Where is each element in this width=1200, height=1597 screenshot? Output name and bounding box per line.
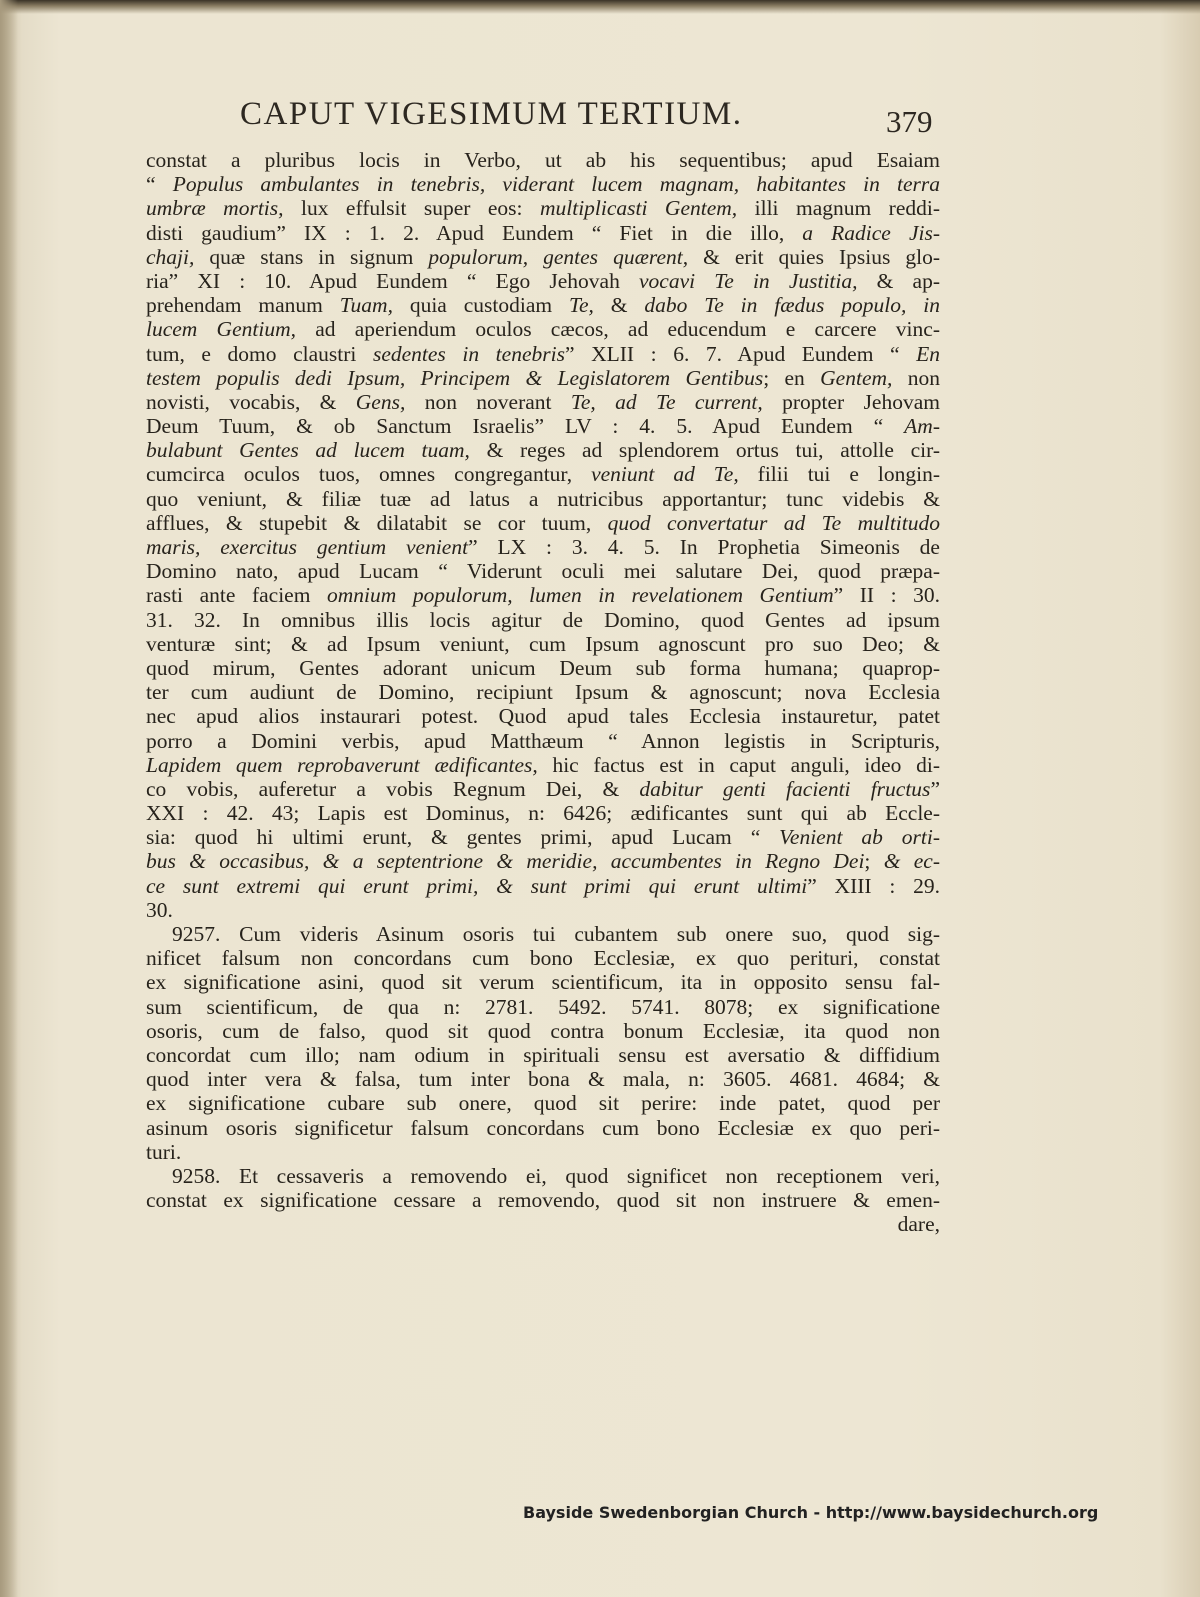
text-segment: quæ stans in signum (194, 244, 429, 269)
italic-text: Te, ad Te current, (570, 389, 763, 414)
footer-credit: Bayside Swedenborgian Church - http://www.baysidechurch.org (523, 1503, 1099, 1522)
text-line (146, 753, 940, 777)
text-segment: ria” XI : 10. Apud Eundem “ Ego Jehovah (146, 268, 640, 293)
text-line (146, 801, 940, 825)
text-segment: novisti, vocabis, & (146, 389, 356, 414)
italic-text: & ec- (883, 849, 940, 874)
text-segment: co vobis, auferetur a vobis Regnum Dei, & (146, 776, 640, 801)
text-segment: cumcirca oculos tuos, omnes congregantur, (146, 462, 592, 487)
text-segment: & (593, 293, 645, 318)
text-segment: ex significatione asini, quod sit verum scientificum, ita in opposito sensu fal- (146, 970, 940, 995)
italic-text: ce sunt extremi qui erunt primi, & sunt primi qui erunt ultimi (146, 873, 808, 898)
text-line (146, 704, 940, 728)
text-segment: quod mirum, Gentes adorant unicum Deum sub forma humana; quaprop- (146, 655, 940, 680)
text-line (146, 438, 940, 462)
text-line (146, 196, 940, 220)
text-segment: dare, (897, 1212, 940, 1237)
text-line (146, 559, 940, 583)
text-segment: disti gaudium” IX : 1. 2. Apud Eundem “ Fiet in die illo, (146, 220, 803, 245)
text-segment: constat a pluribus locis in Verbo, ut ab his sequentibus; apud Esaiam (146, 148, 940, 172)
text-line (146, 269, 940, 293)
text-line (146, 1188, 940, 1212)
italic-text: En (916, 341, 941, 366)
text-line (146, 656, 940, 680)
text-line (146, 1164, 940, 1188)
body-text (146, 148, 940, 1236)
italic-text: Venient ab orti- (779, 825, 940, 850)
italic-text: quod convertatur ad Te multitudo (607, 510, 940, 535)
text-segment: afflues, & stupebit & dilatabit se cor tuum, (146, 510, 608, 535)
text-segment: 31. 32. In omnibus illis locis agitur de Domino, quod Gentes ad ipsum (146, 607, 940, 632)
text-line (146, 777, 940, 801)
text-segment: venturæ sint; & ad Ipsum veniunt, cum Ipsum agnoscunt pro suo Deo; & (146, 631, 940, 656)
text-segment: 30. (146, 897, 173, 922)
text-line (146, 922, 940, 946)
text-segment: concordat cum illo; nam odium in spirituali sensu est aversatio & diffidium (146, 1042, 940, 1067)
text-line (146, 221, 940, 245)
text-segment: quo veniunt, & filiæ tuæ ad latus a nutricibus apportantur; tunc videbis & (146, 486, 940, 511)
italic-text: Am- (904, 414, 940, 439)
text-line (146, 172, 940, 196)
italic-text: bulabunt Gentes ad lucem tuam, (146, 438, 470, 463)
text-line (146, 995, 940, 1019)
text-segment: turi. (146, 1139, 182, 1164)
text-segment: ” LX : 3. 4. 5. In Prophetia Simeonis de (468, 535, 940, 559)
text-segment: XXI : 42. 43; Lapis est Dominus, n: 6426; ædificantes sunt qui ab Eccle- (146, 801, 940, 826)
text-segment: ; en (763, 365, 821, 390)
text-line (146, 729, 940, 753)
text-segment: ad aperiendum oculos cæcos, ad educendum e carcere vinc- (295, 317, 940, 342)
text-segment: asinum osoris significetur falsum concordans cum bono Ecclesiæ ex quo peri- (146, 1115, 940, 1140)
text-line (146, 1019, 940, 1043)
text-segment: lux effulsit super eos: (283, 196, 540, 221)
italic-text: Tuam, (339, 293, 393, 318)
italic-text: maris, exercitus gentium venient (146, 535, 469, 559)
text-segment: propter Jehovam (762, 389, 940, 414)
text-segment: non (892, 365, 940, 390)
text-segment: ” (930, 776, 940, 801)
text-segment: sia: quod hi ultimi erunt, & gentes primi, apud Lucam “ (146, 825, 780, 850)
italic-text: multiplicasti Gentem, (539, 196, 738, 221)
text-line (146, 487, 940, 511)
page-top-edge (0, 0, 1200, 14)
text-segment: tum, e domo claustri (146, 341, 373, 366)
page-number: 379 (886, 104, 933, 139)
text-line (146, 245, 940, 269)
text-segment: ex significatione cubare sub onere, quod sit perire: inde patet, quod per (146, 1091, 940, 1116)
italic-text: Gens, (355, 389, 406, 414)
italic-text: omnium populorum, lumen in revelationem Gentium (327, 583, 834, 608)
text-line (146, 583, 940, 607)
italic-text: Te, (568, 293, 594, 318)
text-line (146, 366, 940, 390)
text-segment: osoris, cum de falso, quod sit quod contra bonum Ecclesiæ, ita quod non (146, 1018, 940, 1043)
text-segment: non noverant (405, 389, 571, 414)
text-line (146, 1091, 940, 1115)
text-segment: ” II : 30. (833, 583, 941, 608)
text-segment: Deum Tuum, & ob Sanctum Israelis” LV : 4. 5. Apud Eundem “ (146, 414, 905, 439)
italic-text: vocavi Te in Justitia, (639, 268, 858, 293)
italic-text: Lapidem quem reprobaverunt ædificantes, (146, 752, 538, 777)
text-segment: illi magnum reddi- (737, 196, 941, 221)
italic-text: populorum, gentes quærent, (428, 244, 689, 269)
text-line (146, 414, 940, 438)
text-segment: 9258. Et cessaveris a removendo ei, quod significet non receptionem veri, (172, 1163, 940, 1188)
text-line (146, 874, 940, 898)
text-segment: ” XIII : 29. (807, 873, 940, 898)
text-segment: nificet falsum non concordans cum bono Ecclesiæ, ex quo perituri, constat (146, 946, 940, 971)
text-segment: rasti ante faciem (146, 583, 328, 608)
italic-text: a Radice Jis- (802, 220, 940, 245)
italic-text: umbræ mortis, (146, 196, 284, 221)
text-line (146, 898, 940, 922)
text-segment: Domino nato, apud Lucam “ Viderunt oculi mei salutare Dei, quod præpa- (146, 559, 940, 584)
text-segment: & reges ad splendorem ortus tui, attolle cir- (469, 438, 940, 463)
text-line (146, 148, 940, 172)
text-line (146, 1043, 940, 1067)
page-gutter-shadow (0, 0, 18, 1597)
text-line (146, 608, 940, 632)
italic-text: veniunt ad Te, (591, 462, 739, 487)
italic-text: bus & occasibus, & a septentrione & meridie, accumbentes in Regno Dei (146, 849, 865, 874)
text-segment: hic factus est in caput anguli, ideo di- (537, 752, 940, 777)
text-segment: ; (864, 849, 884, 874)
italic-text: lucem Gentium, (146, 317, 296, 342)
text-segment: nec apud alios instaurari potest. Quod apud tales Ecclesia instauretur, patet (146, 704, 940, 729)
text-line (146, 511, 940, 535)
text-segment: prehendam manum (146, 293, 340, 318)
text-segment: constat ex significatione cessare a removendo, quod sit non instruere & emen- (146, 1188, 940, 1213)
italic-text: dabo Te in fædus populo, in (644, 293, 940, 318)
text-line (146, 1067, 940, 1091)
italic-text: chaji, (146, 244, 195, 269)
text-segment: quod inter vera & falsa, tum inter bona & mala, n: 3605. 4681. 4684; & (146, 1067, 940, 1092)
text-line (146, 462, 940, 486)
text-segment: filii tui e longin- (738, 462, 940, 487)
text-line (146, 632, 940, 656)
italic-text: Populus ambulantes in tenebris, viderant lucem magnam, habitantes in terra (172, 172, 941, 197)
italic-text: sedentes in tenebris (372, 341, 565, 366)
text-line (146, 1116, 940, 1140)
text-line (146, 293, 940, 317)
text-line (146, 849, 940, 873)
text-segment: quia custodiam (392, 293, 569, 318)
italic-text: Gentem, (820, 365, 893, 390)
text-line (146, 970, 940, 994)
italic-text: dabitur genti facienti fructus (639, 776, 931, 801)
running-head: CAPUT VIGESIMUM TERTIUM. (240, 96, 743, 132)
text-segment: & erit quies Ipsius glo- (688, 244, 940, 269)
text-segment: sum scientificum, de qua n: 2781. 5492. 5741. 8078; ex significatione (146, 994, 940, 1019)
text-segment: porro a Domini verbis, apud Matthæum “ Annon legistis in Scripturis, (146, 728, 940, 753)
text-segment: 9257. Cum videris Asinum osoris tui cubantem sub onere suo, quod sig- (172, 922, 940, 946)
text-line (146, 1212, 940, 1236)
text-line (146, 825, 940, 849)
text-line (146, 680, 940, 704)
text-line (146, 946, 940, 970)
text-segment: “ (146, 172, 173, 197)
text-line (146, 342, 940, 366)
text-segment: ” XLII : 6. 7. Apud Eundem “ (564, 341, 917, 366)
text-line (146, 535, 940, 559)
text-line (146, 1140, 940, 1164)
text-segment: ter cum audiunt de Domino, recipiunt Ipsum & agnoscunt; nova Ecclesia (146, 680, 940, 705)
text-line (146, 317, 940, 341)
italic-text: testem populis dedi Ipsum, Principem & Legislatorem Gentibus (146, 365, 764, 390)
text-line (146, 390, 940, 414)
text-segment: & ap- (857, 268, 940, 293)
